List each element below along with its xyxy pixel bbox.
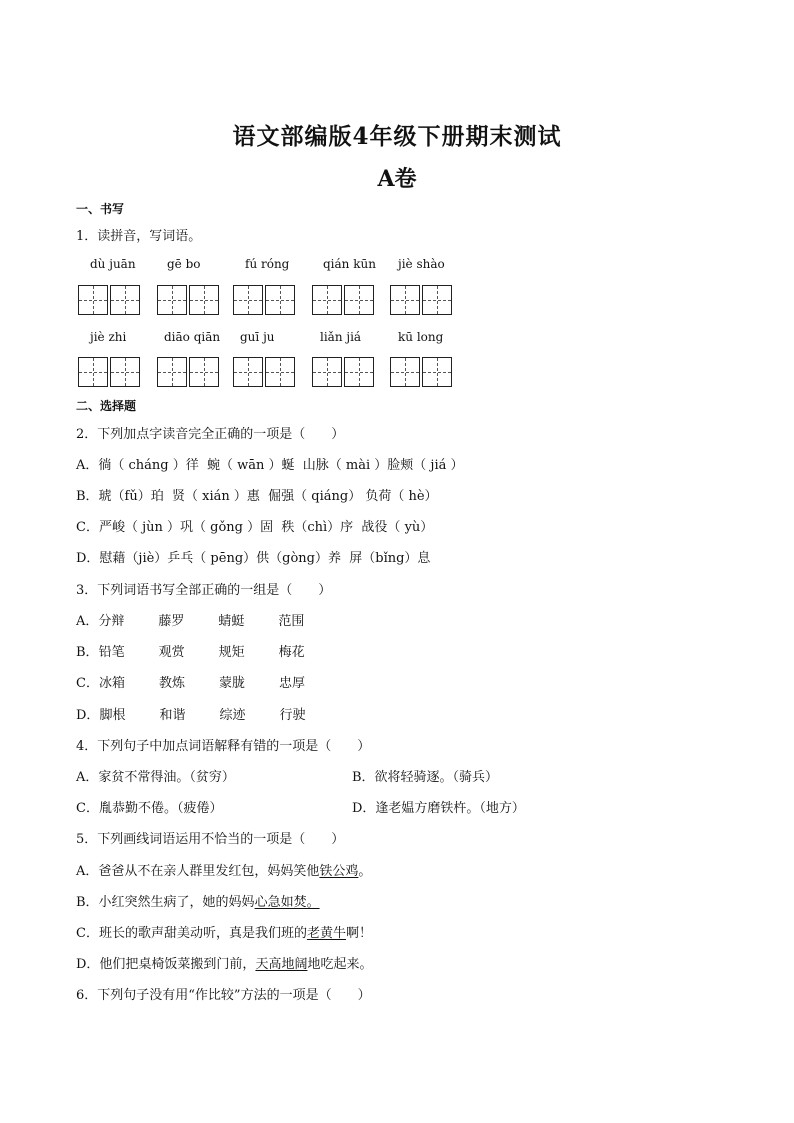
question-5-option-b[interactable] [76, 891, 320, 910]
option-word: 和谐 [159, 708, 186, 723]
option-word: 梅花 [278, 645, 305, 660]
writing-grid[interactable] [390, 285, 454, 315]
option-word: 观赏 [158, 645, 185, 660]
writing-grid[interactable] [312, 285, 376, 315]
pinyin-label: dù juān [90, 257, 136, 271]
pinyin-label: diāo qiān [164, 330, 221, 344]
question-3-option-c[interactable] [76, 672, 339, 691]
question-4-option-d[interactable]: D．逢老媪方磨铁杵。（地方） [352, 801, 525, 816]
option-word: 教炼 [158, 676, 185, 691]
question-4-option-a[interactable]: A．家贫不常得油。（贫穷） [76, 770, 235, 785]
option-word: 分辩 [98, 614, 125, 629]
question-5-option-a[interactable] [76, 860, 371, 879]
option-label: A． [76, 614, 99, 629]
option-word: 忠厚 [278, 676, 305, 691]
writing-grid[interactable] [157, 285, 221, 315]
underlined-phrase: 老黄牛 [306, 926, 346, 941]
question-2-option-b[interactable]: B．琥（fǔ）珀 贤（ xián ）惠 倔强（ qiáng） 负荷（ hè） [76, 489, 438, 504]
question-2-option-a[interactable]: A．徜（ cháng ）徉 蜿（ wān ）蜒 山脉（ mài ）脸颊（ jiá ） [76, 458, 464, 473]
writing-grid[interactable] [78, 357, 142, 387]
option-text: 啊！ [345, 926, 372, 941]
option-text: D．他们把桌椅饭菜搬到门前， [76, 957, 256, 972]
question-3-stem: 3．下列词语书写全部正确的一组是（ ） [76, 583, 332, 598]
question-3-option-b[interactable] [76, 641, 339, 660]
question-5-option-d[interactable] [76, 953, 372, 972]
writing-grid[interactable] [157, 357, 221, 387]
question-4-stem: 4．下列句子中加点词语解释有错的一项是（ ） [76, 739, 371, 754]
question-4-option-c[interactable]: C．胤恭勤不倦。（疲倦） [76, 801, 223, 816]
underlined-phrase: 铁公鸡 [319, 864, 359, 879]
question-2-option-c[interactable]: C．严峻（ jùn ）巩（ gǒng ）固 秩（chì）序 战役（ yù） [76, 520, 434, 535]
pinyin-label: kū long [398, 330, 444, 344]
option-text: B．小红突然生病了，她的妈妈 [76, 895, 255, 910]
question-2-option-d[interactable]: D．慰藉（jiè）乒乓（ pēng）供（gòng）养 屏（bǐng）息 [76, 551, 431, 566]
option-word: 综迹 [219, 708, 246, 723]
question-1: 1．读拼音，写词语。 [76, 229, 202, 244]
pinyin-label: fú róng [245, 257, 290, 271]
option-label: C． [76, 676, 99, 691]
writing-grid[interactable] [233, 285, 297, 315]
writing-grid[interactable] [312, 357, 376, 387]
option-word: 藤罗 [158, 614, 185, 629]
option-word: 行驶 [279, 708, 306, 723]
option-word: 冰箱 [98, 676, 125, 691]
pinyin-label: jiè shào [398, 257, 445, 271]
option-word: 规矩 [218, 645, 245, 660]
question-5-option-c[interactable] [76, 922, 372, 941]
writing-grid[interactable] [78, 285, 142, 315]
option-text: C．班长的歌声甜美动听，真是我们班的 [76, 926, 307, 941]
question-6-stem: 6．下列句子没有用“作比较”方法的一项是（ ） [76, 988, 371, 1003]
option-label: B． [76, 645, 99, 660]
pinyin-label: gē bo [167, 257, 201, 271]
question-2-stem: 2．下列加点字读音完全正确的一项是（ ） [76, 427, 345, 442]
option-text: 地吃起来。 [307, 957, 373, 972]
option-text: A．爸爸从不在亲人群里发红包，妈妈笑他 [76, 864, 320, 879]
exam-title: 语文部编版4年级下册期末测试 [232, 123, 562, 150]
option-label: D． [76, 708, 100, 723]
option-word: 蜻蜓 [218, 614, 245, 629]
section-choice: 二、选择题 [76, 399, 137, 413]
pinyin-label: guī ju [240, 330, 275, 344]
option-text: 。 [358, 864, 372, 879]
writing-grid[interactable] [233, 357, 297, 387]
pinyin-label: jiè zhi [90, 330, 127, 344]
pinyin-label: liǎn jiá [320, 330, 362, 344]
pinyin-label: qián kūn [323, 257, 376, 271]
section-writing: 一、书写 [76, 202, 125, 216]
question-3-option-d[interactable] [76, 704, 339, 723]
question-5-stem: 5．下列画线词语运用不恰当的一项是（ ） [76, 832, 345, 847]
underlined-phrase: 天高地阔 [255, 957, 308, 972]
option-word: 蒙胧 [218, 676, 245, 691]
option-word: 脚根 [99, 708, 126, 723]
writing-grid[interactable] [390, 357, 454, 387]
question-3-option-a[interactable] [76, 610, 338, 629]
option-word: 范围 [278, 614, 305, 629]
underlined-phrase: 心急如焚。 [254, 895, 320, 910]
exam-subtitle: A卷 [377, 166, 417, 192]
option-word: 铅笔 [98, 645, 125, 660]
question-4-option-b[interactable]: B．欲将轻骑逐。（骑兵） [352, 770, 499, 785]
